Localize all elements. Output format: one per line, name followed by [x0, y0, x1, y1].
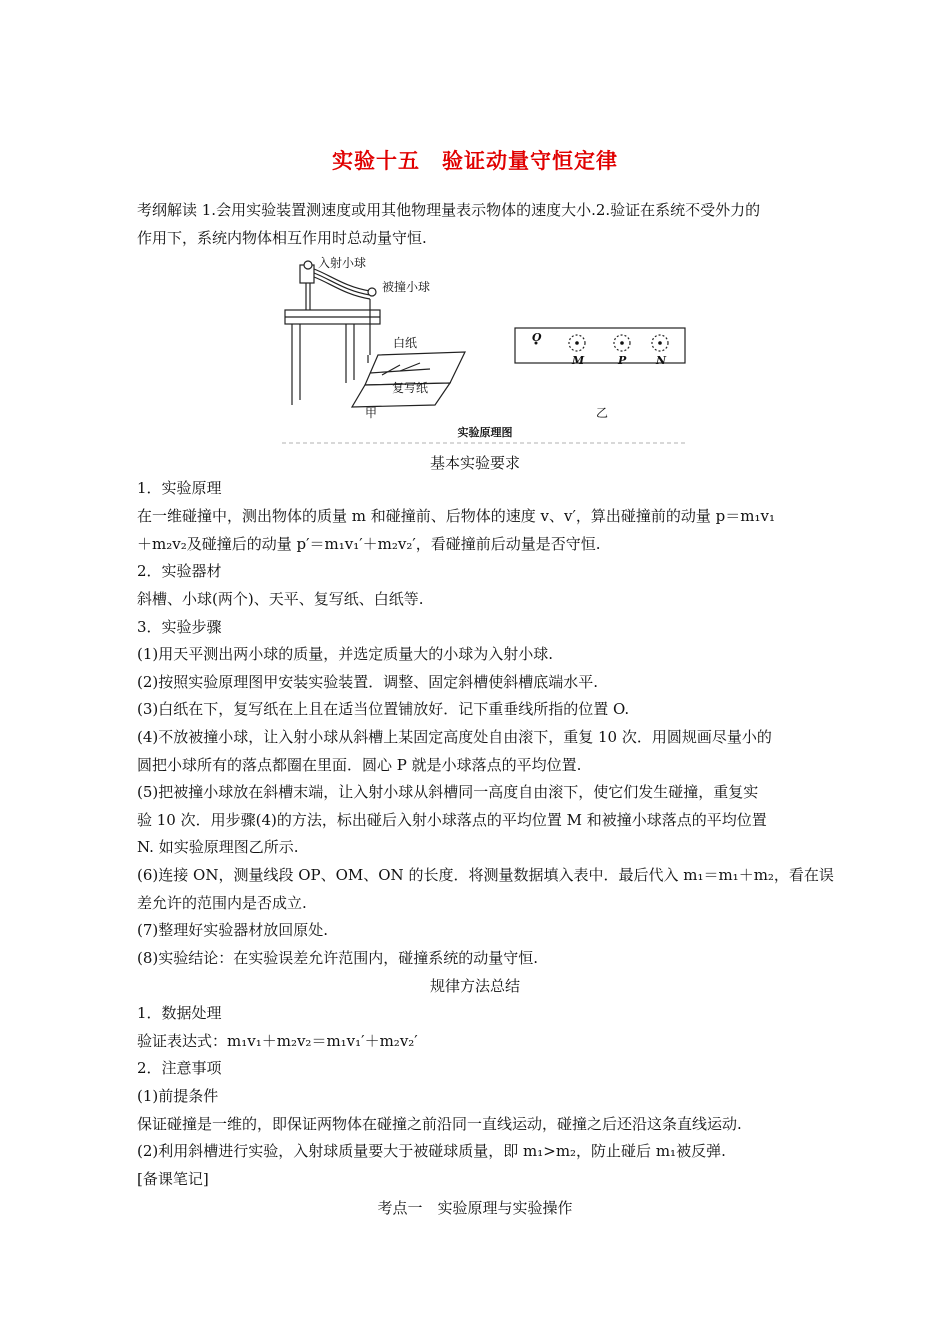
step-1: (1)用天平测出两小球的质量，并选定质量大的小球为入射小球.: [137, 645, 554, 663]
note-1-text: 保证碰撞是一维的，即保证两物体在碰撞之前沿同一直线运动，碰撞之后还沿这条直线运动.: [137, 1115, 742, 1133]
step-6-line-1: (6)连接 ON，测量线段 OP、OM、ON 的长度．将测量数据填入表中．最后代入 m₁＝m₁＋m₂，看在误: [137, 866, 834, 884]
section-heading-method: 规律方法总结: [429, 977, 520, 995]
step-5-line-3: N. 如实验原理图乙所示.: [137, 838, 299, 856]
basic-heading-2: 2．实验器材: [137, 562, 222, 580]
point-p: [620, 341, 624, 345]
step-4-line-1: (4)不放被撞小球，让入射小球从斜槽上某固定高度处自由滚下，重复 10 次．用圆规画尽量小的: [137, 728, 772, 746]
step-7: (7)整理好实验器材放回原处.: [137, 921, 329, 939]
step-5-line-2: 验 10 次．用步骤(4)的方法，标出碰后入射小球落点的平均位置 M 和被撞小球落点的平均位置: [137, 811, 767, 829]
note-1-heading: (1)前提条件: [137, 1087, 219, 1105]
basic-heading-3: 3．实验步骤: [137, 618, 222, 636]
experiment-diagram: [270, 255, 700, 445]
step-2: (2)按照实验原理图甲安装实验装置．调整、固定斜槽使斜槽底端水平.: [137, 673, 599, 691]
step-4-line-2: 圆把小球所有的落点都圈在里面．圆心 P 就是小球落点的平均位置.: [137, 756, 582, 774]
label-o: O: [532, 331, 542, 344]
basic-heading-1: 1．实验原理: [137, 479, 222, 497]
page-title: 实验十五 验证动量守恒定律: [332, 149, 618, 173]
basic-equipment: 斜槽、小球(两个)、天平、复写纸、白纸等.: [137, 590, 424, 608]
label-yi: 乙: [596, 406, 609, 420]
lesson-notes-label: [备课笔记]: [137, 1170, 209, 1188]
label-white-paper: 白纸: [393, 336, 418, 350]
step-5-line-1: (5)把被撞小球放在斜槽末端，让入射小球从斜槽同一高度自由滚下，使它们发生碰撞，重复实: [137, 783, 759, 801]
method-heading-1: 1．数据处理: [137, 1004, 222, 1022]
syllabus-line-1: 考纲解读 1.会用实验装置测速度或用其他物理量表示物体的速度大小.2.验证在系统不受外力的: [137, 201, 761, 219]
point-m: [575, 341, 579, 345]
section-heading-basic: 基本实验要求: [429, 454, 520, 472]
note-2: (2)利用斜槽进行实验，入射球质量要大于被碰球质量，即 m₁>m₂，防止碰后 m₁被反弹.: [137, 1142, 726, 1160]
basic-principle-line-2: ＋m₂v₂及碰撞后的动量 p′＝m₁v₁′＋m₂v₂′，看碰撞前后动量是否守恒.: [137, 535, 601, 553]
figure-caption: 实验原理图: [457, 426, 513, 439]
method-expression: 验证表达式：m₁v₁＋m₂v₂＝m₁v₁′＋m₂v₂′: [137, 1032, 418, 1050]
step-8: (8)实验结论：在实验误差允许范围内，碰撞系统的动量守恒.: [137, 949, 539, 967]
method-heading-2: 2．注意事项: [137, 1059, 222, 1077]
label-carbon-paper: 复写纸: [392, 381, 429, 395]
label-hit-ball: 被撞小球: [382, 280, 431, 294]
apparatus-drawing: [285, 261, 465, 407]
section-heading-kp1: 考点一 实验原理与实验操作: [377, 1199, 573, 1217]
label-n: N: [656, 354, 667, 367]
syllabus-line-2: 作用下，系统内物体相互作用时总动量守恒.: [137, 229, 427, 247]
step-3: (3)白纸在下，复写纸在上且在适当位置铺放好．记下重垂线所指的位置 O.: [137, 700, 630, 718]
label-m: M: [572, 354, 585, 367]
point-n: [658, 341, 662, 345]
label-p: P: [618, 354, 627, 367]
label-incident-ball: 入射小球: [318, 256, 367, 270]
basic-principle-line-1: 在一维碰撞中，测出物体的质量 m 和碰撞前、后物体的速度 v、v′，算出碰撞前的动量 p＝m₁v₁: [137, 507, 775, 525]
label-jia: 甲: [365, 406, 378, 420]
step-6-line-2: 差允许的范围内是否成立.: [137, 894, 307, 912]
